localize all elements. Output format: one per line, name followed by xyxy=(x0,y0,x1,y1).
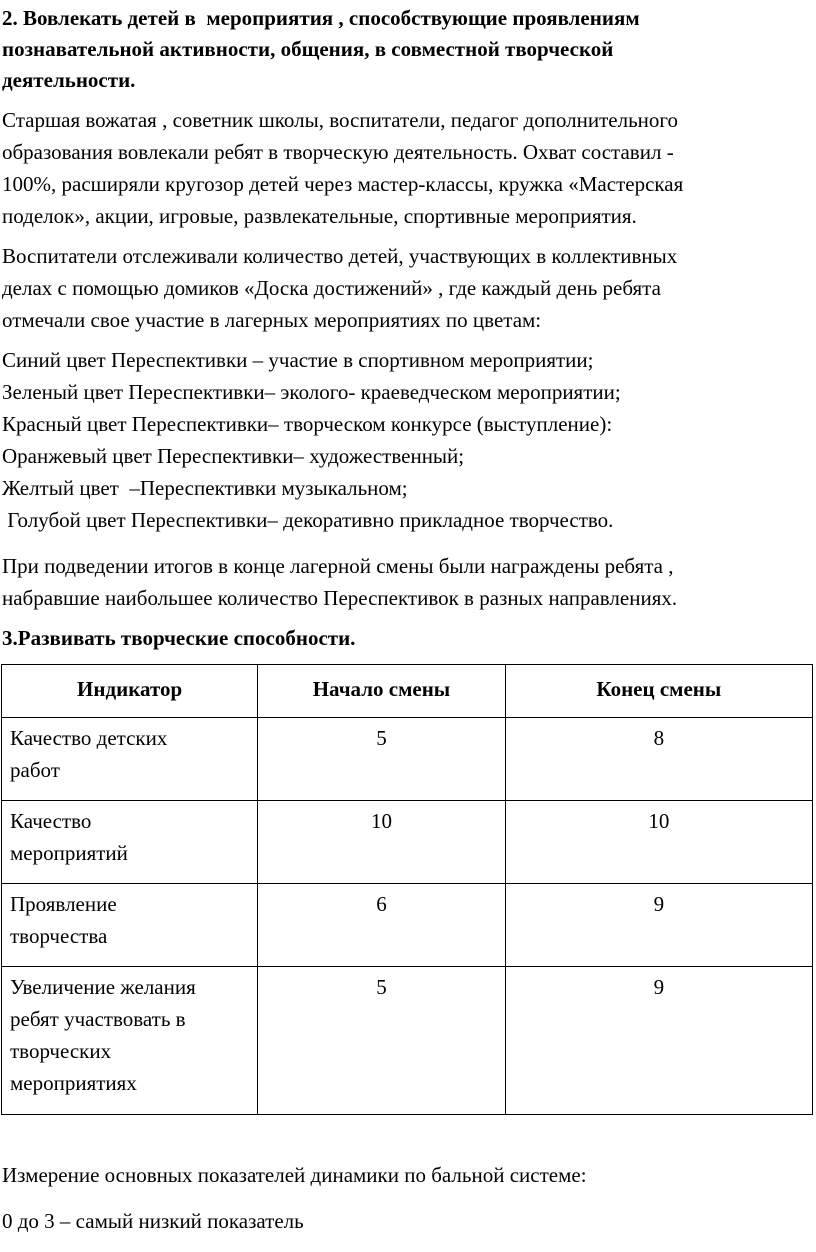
column-header-end: Конец смены xyxy=(505,665,812,718)
paragraph-line: образования вовлекали ребят в творческую деятельность. Охват составил - xyxy=(2,140,674,164)
heading-line: деятельности. xyxy=(2,68,136,92)
table-row xyxy=(2,801,813,884)
start-value-cell: 6 xyxy=(258,884,505,967)
paragraph-line: набравшие наибольшее количество Переспективок в разных направлениях. xyxy=(2,586,678,610)
scale-line: 0 до 3 – самый низкий показатель xyxy=(2,1209,304,1233)
cell-line: работ xyxy=(10,758,60,782)
list-item: Красный цвет Переспективки– творческом конкурсе (выступление): xyxy=(2,412,613,436)
column-header-start: Начало смены xyxy=(258,665,505,718)
paragraph-line: Старшая вожатая , советник школы, воспитатели, педагог дополнительного xyxy=(2,108,678,132)
creativity-indicators-table xyxy=(1,664,813,1115)
paragraph-line: делах с помощью домиков «Доска достижений» , где каждый день ребята xyxy=(2,276,661,300)
table-row xyxy=(2,718,813,801)
table-header-row xyxy=(2,665,813,718)
list-item: Зеленый цвет Переспективки– эколого- краеведческом мероприятии; xyxy=(2,380,621,404)
cell-line: творчества xyxy=(10,924,108,948)
paragraph-results xyxy=(2,550,677,614)
indicator-cell xyxy=(2,801,258,884)
cell-line: творческих xyxy=(10,1039,112,1063)
start-value-cell: 10 xyxy=(258,801,505,884)
indicator-cell xyxy=(2,718,258,801)
list-item: Желтый цвет –Переспективки музыкальном; xyxy=(2,476,408,500)
table-row xyxy=(2,967,813,1115)
cell-line: Проявление xyxy=(10,892,117,916)
end-value-cell: 9 xyxy=(505,884,812,967)
end-value-cell: 9 xyxy=(505,967,812,1115)
paragraph-line: При подведении итогов в конце лагерной смены были награждены ребята , xyxy=(2,554,674,578)
paragraph-involvement xyxy=(2,104,683,232)
start-value-cell: 5 xyxy=(258,967,505,1115)
cell-line: Качество детских xyxy=(10,726,168,750)
paragraph-line: 100%, расширяли кругозор детей через мастер-классы, кружка «Мастерская xyxy=(2,172,684,196)
start-value-cell: 5 xyxy=(258,718,505,801)
indicator-cell xyxy=(2,967,258,1115)
cell-line: Увеличение желания xyxy=(10,975,196,999)
section-3-heading: 3.Развивать творческие способности. xyxy=(2,626,356,650)
column-header-indicator: Индикатор xyxy=(2,665,258,718)
paragraph-line: поделок», акции, игровые, развлекательные, спортивные мероприятия. xyxy=(2,204,637,228)
cell-line: мероприятиях xyxy=(10,1071,137,1095)
cell-line: Качество xyxy=(10,809,92,833)
paragraph-line: Воспитатели отслеживали количество детей, участвующих в коллективных xyxy=(2,244,678,268)
indicator-cell xyxy=(2,884,258,967)
section-2-heading xyxy=(2,3,640,96)
list-item: Синий цвет Переспективки – участие в спортивном мероприятии; xyxy=(2,348,594,372)
paragraph-tracking xyxy=(2,240,677,336)
list-item: Оранжевый цвет Переспективки– художественный; xyxy=(2,444,465,468)
measurement-intro: Измерение основных показателей динамики по бальной системе: xyxy=(2,1163,587,1187)
cell-line: мероприятий xyxy=(10,841,128,865)
cell-line: ребят участвовать в xyxy=(10,1007,186,1031)
end-value-cell: 8 xyxy=(505,718,812,801)
end-value-cell: 10 xyxy=(505,801,812,884)
list-item: Голубой цвет Переспективки– декоративно прикладное творчество. xyxy=(2,508,614,532)
heading-line: 2. Вовлекать детей в мероприятия , способствующие проявлениям xyxy=(2,6,640,30)
heading-line: познавательной активности, общения, в совместной творческой xyxy=(2,37,614,61)
table-row xyxy=(2,884,813,967)
paragraph-line: отмечали свое участие в лагерных мероприятиях по цветам: xyxy=(2,308,542,332)
color-legend-list xyxy=(2,344,621,536)
